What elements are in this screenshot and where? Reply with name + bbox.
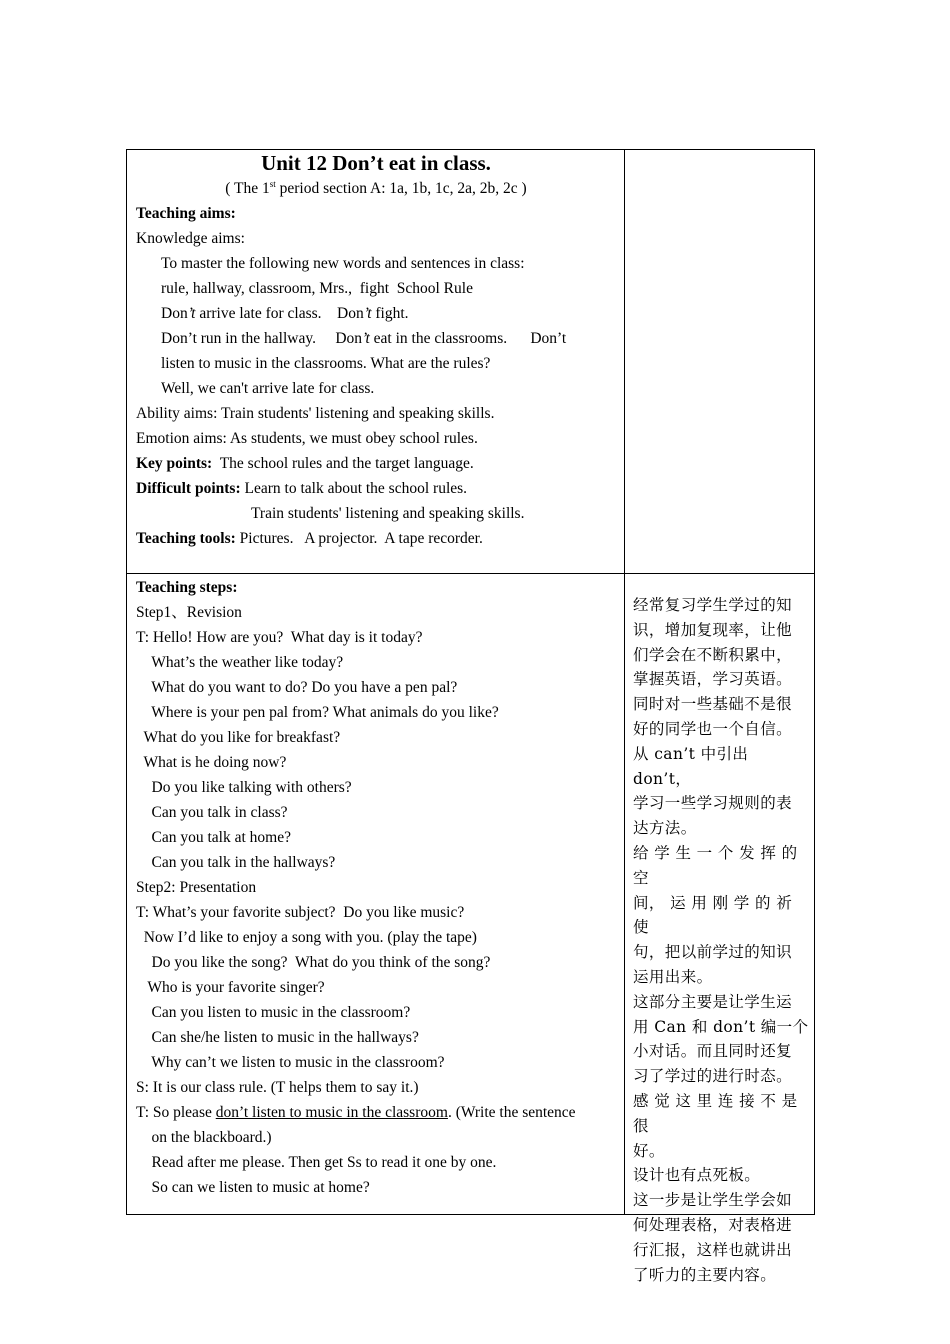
- period-subtitle: ( The 1st period section A: 1a, 1b, 1c, 2a, 2b, 2c ): [225, 179, 527, 197]
- note-line: 运用出来。: [633, 967, 713, 986]
- step-line: T: What’s your favorite subject? Do you like music?: [136, 904, 465, 921]
- step-line: So can we listen to music at home?: [136, 1179, 370, 1196]
- ability-aims: Ability aims: Train students' listening and speaking skills.: [136, 405, 495, 422]
- step-line: Can she/he listen to music in the hallways?: [136, 1029, 419, 1046]
- note-line: 句，把以前学过的知识: [633, 943, 793, 962]
- step-line: Do you like the song? What do you think of the song?: [136, 954, 491, 971]
- knowledge-line: Don’t run in the hallway. Don’t eat in the classrooms. Don’t: [161, 330, 567, 347]
- step-line: Who is your favorite singer?: [136, 979, 325, 996]
- note-line: 感 觉 这 里 连 接 不 是 很: [633, 1091, 798, 1135]
- note-line: 了听力的主要内容。: [633, 1265, 777, 1284]
- key-points: Key points: The school rules and the target language.: [136, 455, 474, 472]
- note-line: 用 Can 和 don’t 编一个: [633, 1017, 809, 1036]
- step-line: on the blackboard.): [136, 1129, 272, 1146]
- note-line: 习了学过的进行时态。: [633, 1067, 793, 1086]
- note-line: 经常复习学生学过的知: [633, 596, 793, 614]
- note-line: 学习一些学习规则的表: [633, 794, 793, 813]
- note-line: 小对话。而且同时还复: [633, 1042, 793, 1061]
- teaching-aims-label: Teaching aims:: [136, 205, 236, 222]
- note-line: 从 can’t 中引出 don’t，: [633, 744, 749, 788]
- step-line: Now I’d like to enjoy a song with you. (play the tape): [136, 929, 477, 946]
- steps-list: [136, 600, 620, 1100]
- step-line: What do you like for breakfast?: [136, 729, 341, 746]
- step-line: Where is your pen pal from? What animals do you like?: [136, 704, 499, 721]
- note-line: 间， 运 用 刚 学 的 祈 使: [633, 893, 793, 937]
- step-line: What do you want to do? Do you have a pen pal?: [136, 679, 458, 696]
- step-line: Read after me please. Then get Ss to read it one by one.: [136, 1154, 497, 1171]
- note-line: 达方法。: [633, 819, 697, 838]
- step-line: Can you talk at home?: [136, 829, 291, 846]
- step-line: S: It is our class rule. (T helps them to say it.): [136, 1079, 419, 1096]
- note-line: 们学会在不断积累中，: [633, 645, 793, 664]
- step-line: Step1、Revision: [136, 604, 242, 621]
- note-line: 识，增加复现率，让他: [633, 620, 793, 639]
- knowledge-line: rule, hallway, classroom, Mrs., fight School Rule: [161, 280, 473, 297]
- knowledge-line: To master the following new words and sentences in class:: [161, 255, 525, 272]
- step-line: T: Hello! How are you? What day is it today?: [136, 629, 423, 646]
- step-line: Can you talk in class?: [136, 804, 288, 821]
- note-line: 设计也有点死板。: [633, 1166, 761, 1185]
- step-line: Can you talk in the hallways?: [136, 854, 336, 871]
- difficult-points: Difficult points: Learn to talk about the school rules.: [136, 480, 468, 497]
- step-line: What’s the weather like today?: [136, 654, 344, 671]
- step-line: What is he doing now?: [136, 754, 287, 771]
- steps-cell: [136, 575, 620, 1200]
- row-divider: [127, 573, 814, 574]
- aims-cell: [136, 150, 620, 551]
- step-line: Step2: Presentation: [136, 879, 257, 896]
- step-line: Do you like talking with others?: [136, 779, 352, 796]
- step-line: Can you listen to music in the classroom?: [136, 1004, 411, 1021]
- note-line: 好。: [633, 1141, 665, 1160]
- emotion-aims: Emotion aims: As students, we must obey school rules.: [136, 430, 478, 447]
- column-divider: [624, 150, 625, 1214]
- note-line: 掌握英语，学习英语。: [633, 670, 793, 689]
- design-notes: [633, 593, 809, 1287]
- step-line: T: So please don’t listen to music in the classroom. (Write the sentence: [136, 1104, 576, 1121]
- knowledge-line: Well, we can't arrive late for class.: [161, 380, 375, 397]
- difficult-points-cont: Train students' listening and speaking skills.: [251, 505, 525, 522]
- teaching-steps-label: Teaching steps:: [136, 579, 238, 596]
- knowledge-line: Don’t arrive late for class. Don’t fight.: [161, 305, 409, 322]
- note-line: 何处理表格，对表格进: [633, 1215, 793, 1234]
- note-line: 给 学 生 一 个 发 挥 的 空: [633, 843, 798, 887]
- note-line: 同时对一些基础不是很: [633, 695, 793, 714]
- note-line: 好的同学也一个自信。: [633, 719, 793, 738]
- note-line: 这部分主要是让学生运: [633, 992, 793, 1011]
- steps-tail: [136, 1125, 620, 1200]
- note-line: 这一步是让学生学会如: [633, 1191, 793, 1210]
- note-line: 行汇报，这样也就讲出: [633, 1240, 793, 1259]
- knowledge-line: listen to music in the classrooms. What are the rules?: [161, 355, 491, 372]
- knowledge-aims-label: Knowledge aims:: [136, 230, 245, 247]
- lesson-plan-table: [126, 149, 815, 1284]
- step-line: Why can’t we listen to music in the classroom?: [136, 1054, 445, 1071]
- unit-title: Unit 12 Don’t eat in class.: [261, 151, 491, 175]
- teaching-tools: Teaching tools: Pictures. A projector. A tape recorder.: [136, 530, 483, 547]
